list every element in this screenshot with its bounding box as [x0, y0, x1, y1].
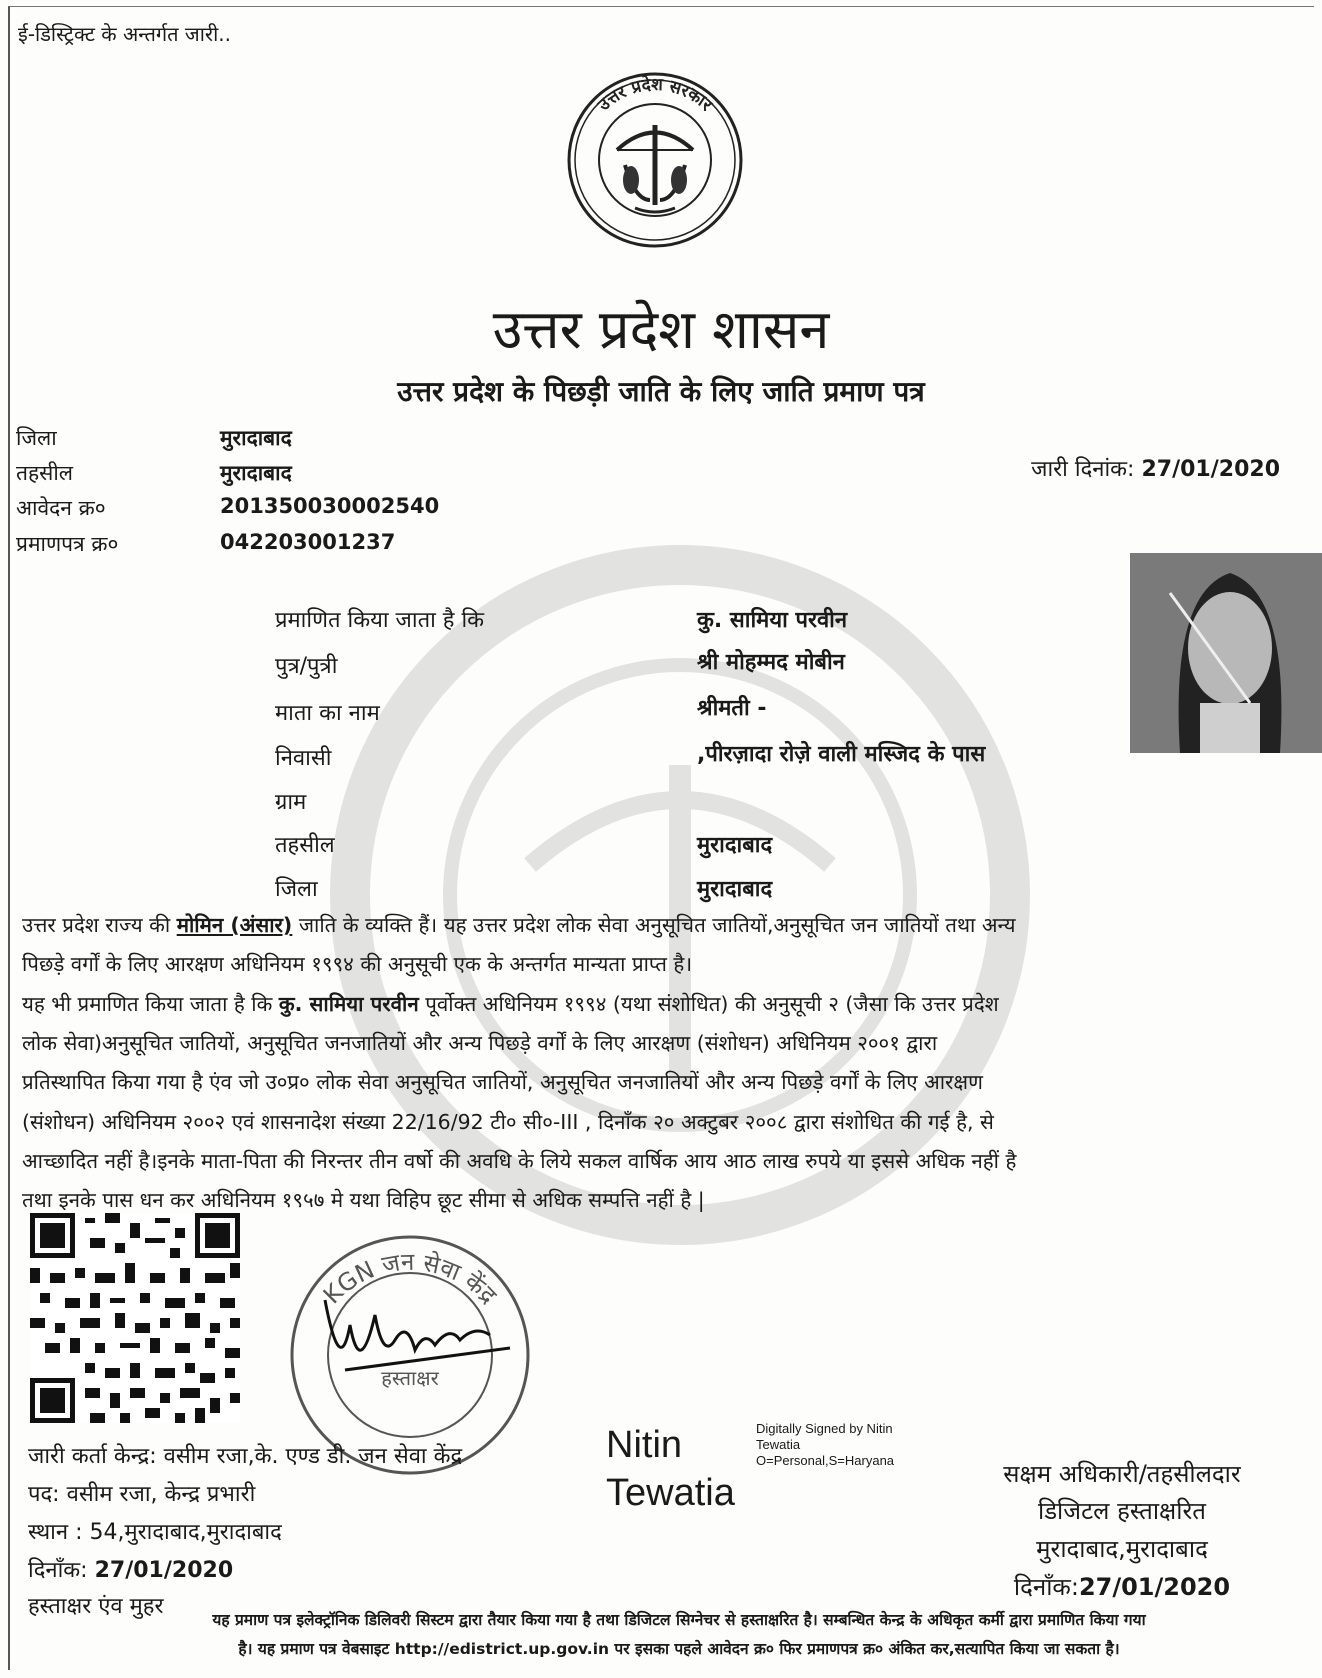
son-daughter-label: पुत्र/पुत्री [275, 654, 338, 679]
footer-line-2: है। यह प्रमाण पत्र वेबसाइट http://edistrict.up.gov.in पर इसका पहले आवेदन क्र० फिर प्रमाणपत्र क्र० अंकित कर,सत्यापित किया जा सकता है। [238, 1640, 1120, 1658]
officer-date-label: दिनाँक: [1013, 1573, 1079, 1601]
applicant-name: कु. सामिया परवीन [697, 608, 848, 633]
para-line-3 [22, 985, 1322, 1023]
main-title: उत्तर प्रदेश शासन [492, 298, 830, 361]
para-applicant-name: कु. सामिया परवीन [278, 992, 419, 1016]
application-number-value: 201350030002540 [220, 494, 440, 518]
cert-district-value: मुरादाबाद [697, 877, 773, 902]
para-line-1a: उत्तर प्रदेश राज्य की [22, 913, 177, 937]
certificate-number-value: 042203001237 [220, 530, 396, 554]
para-line-7: आच्छादित नहीं है।इनके माता-पिता की निरन्तर तीन वर्षो की अवधि के लिये सकल वार्षिक आय आठ लाख रुपये या इससे अधिक नहीं है [22, 1149, 1017, 1173]
issuing-center: जारी कर्ता केन्द्र: वसीम रजा,के. एण्ड डी. जन सेवा केंद्र [28, 1444, 463, 1469]
district-value: मुरादाबाद [220, 426, 292, 450]
para-line-1b: जाति के व्यक्ति हैं। यह उत्तर प्रदेश लोक सेवा अनुसूचित जातियों,अनुसूचित जन जातियों तथा अन्य [292, 913, 1016, 937]
applicant-portrait [1130, 553, 1322, 753]
digital-signer-first-name: Nitin [606, 1424, 683, 1466]
officer-title: सक्षम अधिकारी/तहसीलदार [1003, 1460, 1241, 1488]
issue-date [1031, 453, 1280, 483]
issuer-date [28, 1554, 233, 1584]
issuer-date-label: दिनाँक: [28, 1558, 95, 1583]
para-line-5: प्रतिस्थापित किया गया है एंव जो उ०प्र० लोक सेवा अनुसूचित जातियों, अनुसूचित जनजातियों और अन्य पिछड़े वर्गों के लिए आरक्षण [22, 1070, 983, 1094]
issuer-date-value: 27/01/2020 [94, 1558, 234, 1583]
svg-text:उत्तर प्रदेश सरकार [593, 74, 716, 116]
digital-signature-note [756, 1421, 894, 1469]
village-label: ग्राम [275, 790, 307, 815]
up-government-emblem [565, 70, 745, 250]
para-line-6: (संशोधन) अधिनियम २००२ एवं शासनादेश संख्या 22/16/92 टी० सी०-III , दिनाँक २० अक्टुबर २००८ द्वारा संशोधित की गई है, से [22, 1110, 994, 1134]
para-line-2: पिछड़े वर्गों के लिए आरक्षण अधिनियम १९९४ की अनुसूची एक के अन्तर्गत मान्यता प्राप्त है। [22, 952, 693, 976]
cert-tehsil-label: तहसील [275, 833, 335, 858]
para-line-8: तथा इनके पास धन कर अधिनियम १९५७ मे यथा विहिप छूट सीमा से अधिक सम्पत्ति नहीं है | [22, 1188, 705, 1212]
handwritten-signature [325, 1300, 510, 1370]
caste-name: मोमिन (अंसार) [176, 913, 293, 937]
certificate-subtitle: उत्तर प्रदेश के पिछड़ी जाति के लिए जाति प्रमाण पत्र [397, 375, 925, 408]
resident-address: ,पीरज़ादा रोज़े वाली मस्जिद के पास [697, 742, 986, 767]
officer-date [962, 1570, 1282, 1603]
digital-note-1: Digitally Signed by Nitin [756, 1421, 893, 1436]
officer-place: मुरादाबाद,मुरादाबाद [1036, 1535, 1208, 1563]
header-note: ई-डिस्ट्रिक्ट के अन्तर्गत जारी.. [18, 22, 231, 46]
digital-note-3: O=Personal,S=Haryana [756, 1453, 895, 1468]
para-line-3b: पूर्वोक्त अधिनियम १९९४ (यथा संशोधित) की अनुसूची २ (जैसा कि उत्तर प्रदेश [418, 992, 999, 1016]
cert-tehsil-value: मुरादाबाद [697, 833, 773, 858]
resident-label: निवासी [275, 746, 332, 771]
father-name: श्री मोहम्मद मोबीन [697, 650, 845, 675]
certificate-number-label: प्रमाणपत्र क्र० [16, 532, 119, 556]
issuer-post: पद: वसीम रजा, केन्द्र प्रभारी [28, 1482, 256, 1507]
stamp-text: KGN जन सेवा केंद्र [317, 1247, 503, 1310]
issue-date-value: 27/01/2020 [1141, 457, 1280, 482]
footer-line-1: यह प्रमाण पत्र इलेक्ट्रॉनिक डिलिवरी सिस्टम द्वारा तैयार किया गया है तथा डिजिटल सिग्नेचर से हस्ताक्षरित है। सम्बन्धित केन्द्र के अधिकृत कर्मी द्वारा प्रमाणित किया गया [212, 1611, 1146, 1629]
certify-label: प्रमाणित किया जाता है कि [275, 608, 485, 633]
tehsil-label: तहसील [16, 461, 73, 485]
district-label: जिला [16, 426, 57, 450]
digital-note-2: Tewatia [756, 1437, 801, 1452]
digital-signer-last-name: Tewatia [606, 1472, 735, 1514]
tehsil-value: मुरादाबाद [220, 461, 292, 485]
cert-district-label: जिला [275, 877, 318, 902]
application-number-label: आवेदन क्र० [16, 496, 106, 520]
mother-name: श्रीमती - [697, 696, 767, 721]
para-line-4: लोक सेवा)अनुसूचित जातियों, अनुसूचित जनजातियों और अन्य पिछड़े वर्गों के लिए आरक्षण (संशोधन) अधिनियम २००१ द्वारा [22, 1031, 938, 1055]
applicant-photo [1130, 553, 1322, 753]
para-line-3a: यह भी प्रमाणित किया जाता है कि [22, 992, 279, 1016]
para-line-1 [22, 906, 1322, 944]
officer-digital-signature: डिजिटल हस्ताक्षरित [1038, 1497, 1206, 1525]
qr-code [30, 1213, 240, 1423]
mother-name-label: माता का नाम [275, 701, 380, 726]
emblem-text: उत्तर प्रदेश सरकार [594, 74, 717, 116]
officer-date-value: 27/01/2020 [1078, 1573, 1231, 1601]
issuer-place: स्थान : 54,मुरादाबाद,मुरादाबाद [28, 1520, 282, 1545]
issue-date-label: जारी दिनांक: [1031, 457, 1135, 482]
stamp-inner-text: हस्ताक्षर [381, 1366, 439, 1390]
issuer-signature-label: हस्ताक्षर एंव मुहर [28, 1594, 164, 1619]
